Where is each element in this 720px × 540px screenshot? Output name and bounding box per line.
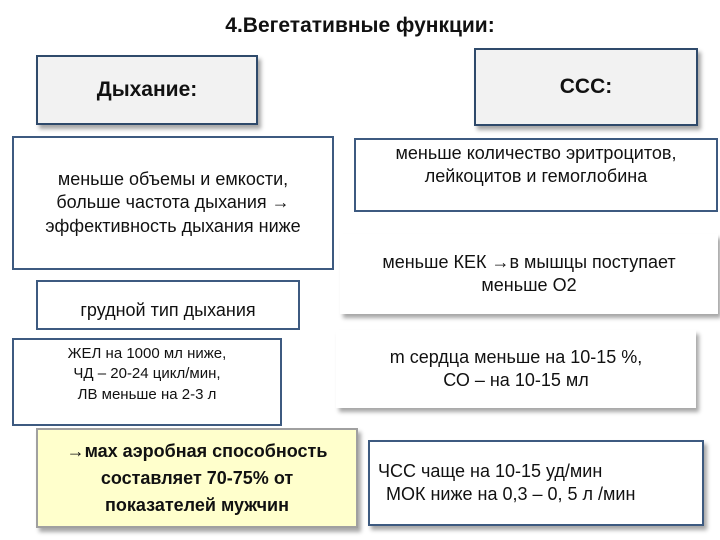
lung-capacity-box xyxy=(12,338,282,426)
lung-capacity-line-1: ЖЕЛ на 1000 мл ниже, xyxy=(67,345,227,362)
blood-cells-line-2: лейкоцитов и гемоглобина xyxy=(424,166,648,187)
oxygen-capacity-line-2: меньше О2 xyxy=(481,275,577,295)
aerobic-capacity-line-3: показателей мужчин xyxy=(105,494,289,515)
heart-rate-line-2: МОК ниже на 0,3 – 0, 5 л /мин xyxy=(386,484,636,504)
breathing-header-label: Дыхание: xyxy=(96,78,198,102)
aerobic-capacity-line-2: составляет 70-75% от xyxy=(100,467,294,488)
breathing-volumes-line-3: эффективность дыхания ниже xyxy=(45,215,301,236)
heart-mass-line-2: СО – на 10-15 мл xyxy=(443,370,589,390)
aerobic-capacity-box xyxy=(36,428,358,528)
breathing-volumes-line-2: больше частота дыхания → xyxy=(56,192,290,213)
breathing-volumes-box xyxy=(12,136,334,270)
breathing-type-box xyxy=(36,280,300,330)
cardio-header-label: ССС: xyxy=(559,75,613,99)
lung-capacity-line-3: ЛВ меньше на 2-3 л xyxy=(77,385,217,403)
breathing-type-label: грудной тип дыхания xyxy=(80,299,256,320)
aerobic-capacity-line-1: →мах аэробная способность xyxy=(66,440,328,461)
breathing-header xyxy=(36,55,258,125)
lung-capacity-line-2: ЧД – 20-24 цикл/мин, xyxy=(73,365,221,383)
slide-title: 4.Вегетативные функции: xyxy=(225,14,495,37)
blood-cells-box xyxy=(354,138,718,212)
blood-cells-line-1: меньше количество эритроцитов, xyxy=(395,143,677,163)
heart-rate-line-1: ЧСС чаще на 10-15 уд/мин xyxy=(378,460,603,481)
oxygen-capacity-box xyxy=(340,234,718,314)
heart-rate-box xyxy=(368,440,704,526)
heart-mass-line-1: m сердца меньше на 10-15 %, xyxy=(389,346,643,367)
heart-mass-box xyxy=(336,330,696,408)
cardio-header xyxy=(474,48,698,126)
oxygen-capacity-line-1: меньше КЕК →в мышцы поступает xyxy=(382,251,676,272)
breathing-volumes-line-1: меньше объемы и емкости, xyxy=(57,168,289,189)
